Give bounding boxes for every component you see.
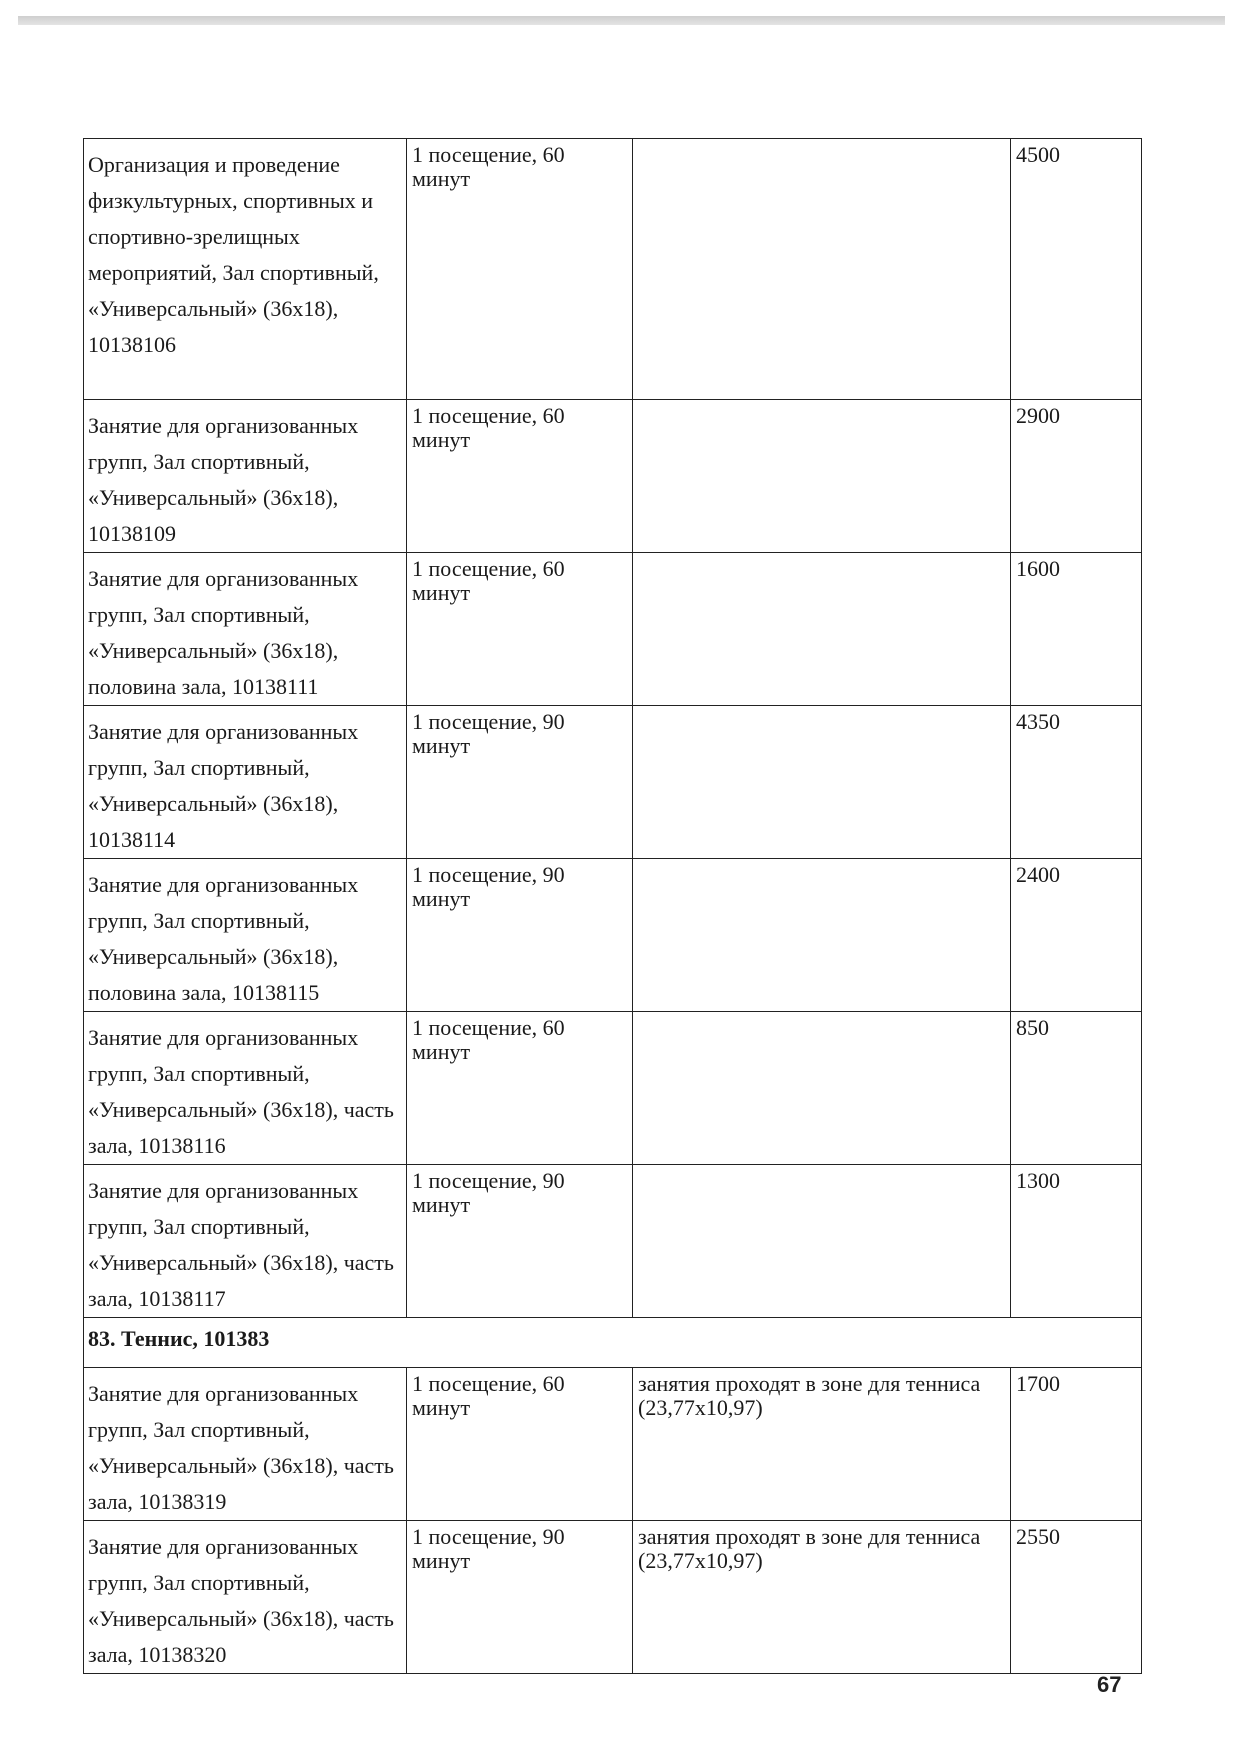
- service-name: Организация и проведение физкультурных, спортивных и спортивно-зрелищных мероприятий, Зал спортивный, «Универсальный» (36х18), 10138106: [84, 139, 407, 400]
- note: [633, 553, 1011, 706]
- table-row: [84, 1521, 1142, 1674]
- table-row: [84, 1165, 1142, 1318]
- note: занятия проходят в зоне для тенниса (23,77х10,97): [633, 1521, 1011, 1674]
- scan-edge-bar: [18, 16, 1225, 25]
- note: [633, 706, 1011, 859]
- service-name: Занятие для организованных групп, Зал спортивный, «Универсальный» (36х18), часть зала, 10138117: [84, 1165, 407, 1318]
- table-row: [84, 139, 1142, 400]
- duration: 1 посещение, 90 минут: [407, 859, 633, 1012]
- price: 1600: [1011, 553, 1142, 706]
- price: 1300: [1011, 1165, 1142, 1318]
- price: 4500: [1011, 139, 1142, 400]
- service-name: Занятие для организованных групп, Зал спортивный, «Универсальный» (36х18), половина зала, 10138111: [84, 553, 407, 706]
- price: 850: [1011, 1012, 1142, 1165]
- page-number: 67: [1097, 1672, 1122, 1697]
- duration: 1 посещение, 90 минут: [407, 1521, 633, 1674]
- note: [633, 400, 1011, 553]
- price: 2900: [1011, 400, 1142, 553]
- note: [633, 859, 1011, 1012]
- duration: 1 посещение, 90 минут: [407, 706, 633, 859]
- section-title: 83. Теннис, 101383: [84, 1318, 1142, 1368]
- table-row: [84, 859, 1142, 1012]
- price: 2400: [1011, 859, 1142, 1012]
- price: 4350: [1011, 706, 1142, 859]
- price-table: [83, 138, 1142, 1674]
- duration: 1 посещение, 60 минут: [407, 553, 633, 706]
- table-row: [84, 553, 1142, 706]
- table-row: [84, 706, 1142, 859]
- service-name: Занятие для организованных групп, Зал спортивный, «Универсальный» (36х18), 10138114: [84, 706, 407, 859]
- table-row: [84, 1012, 1142, 1165]
- service-name: Занятие для организованных групп, Зал спортивный, «Универсальный» (36х18), половина зала, 10138115: [84, 859, 407, 1012]
- duration: 1 посещение, 60 минут: [407, 1012, 633, 1165]
- service-name: Занятие для организованных групп, Зал спортивный, «Универсальный» (36х18), часть зала, 10138320: [84, 1521, 407, 1674]
- duration: 1 посещение, 90 минут: [407, 1165, 633, 1318]
- service-name: Занятие для организованных групп, Зал спортивный, «Универсальный» (36х18), 10138109: [84, 400, 407, 553]
- price: 2550: [1011, 1521, 1142, 1674]
- section-header-row: [84, 1318, 1142, 1368]
- table-row: [84, 1368, 1142, 1521]
- note: [633, 139, 1011, 400]
- note: занятия проходят в зоне для тенниса (23,77х10,97): [633, 1368, 1011, 1521]
- duration: 1 посещение, 60 минут: [407, 1368, 633, 1521]
- service-name: Занятие для организованных групп, Зал спортивный, «Универсальный» (36х18), часть зала, 10138319: [84, 1368, 407, 1521]
- table-row: [84, 400, 1142, 553]
- note: [633, 1165, 1011, 1318]
- duration: 1 посещение, 60 минут: [407, 400, 633, 553]
- duration: 1 посещение, 60 минут: [407, 139, 633, 400]
- note: [633, 1012, 1011, 1165]
- price: 1700: [1011, 1368, 1142, 1521]
- service-name: Занятие для организованных групп, Зал спортивный, «Универсальный» (36х18), часть зала, 10138116: [84, 1012, 407, 1165]
